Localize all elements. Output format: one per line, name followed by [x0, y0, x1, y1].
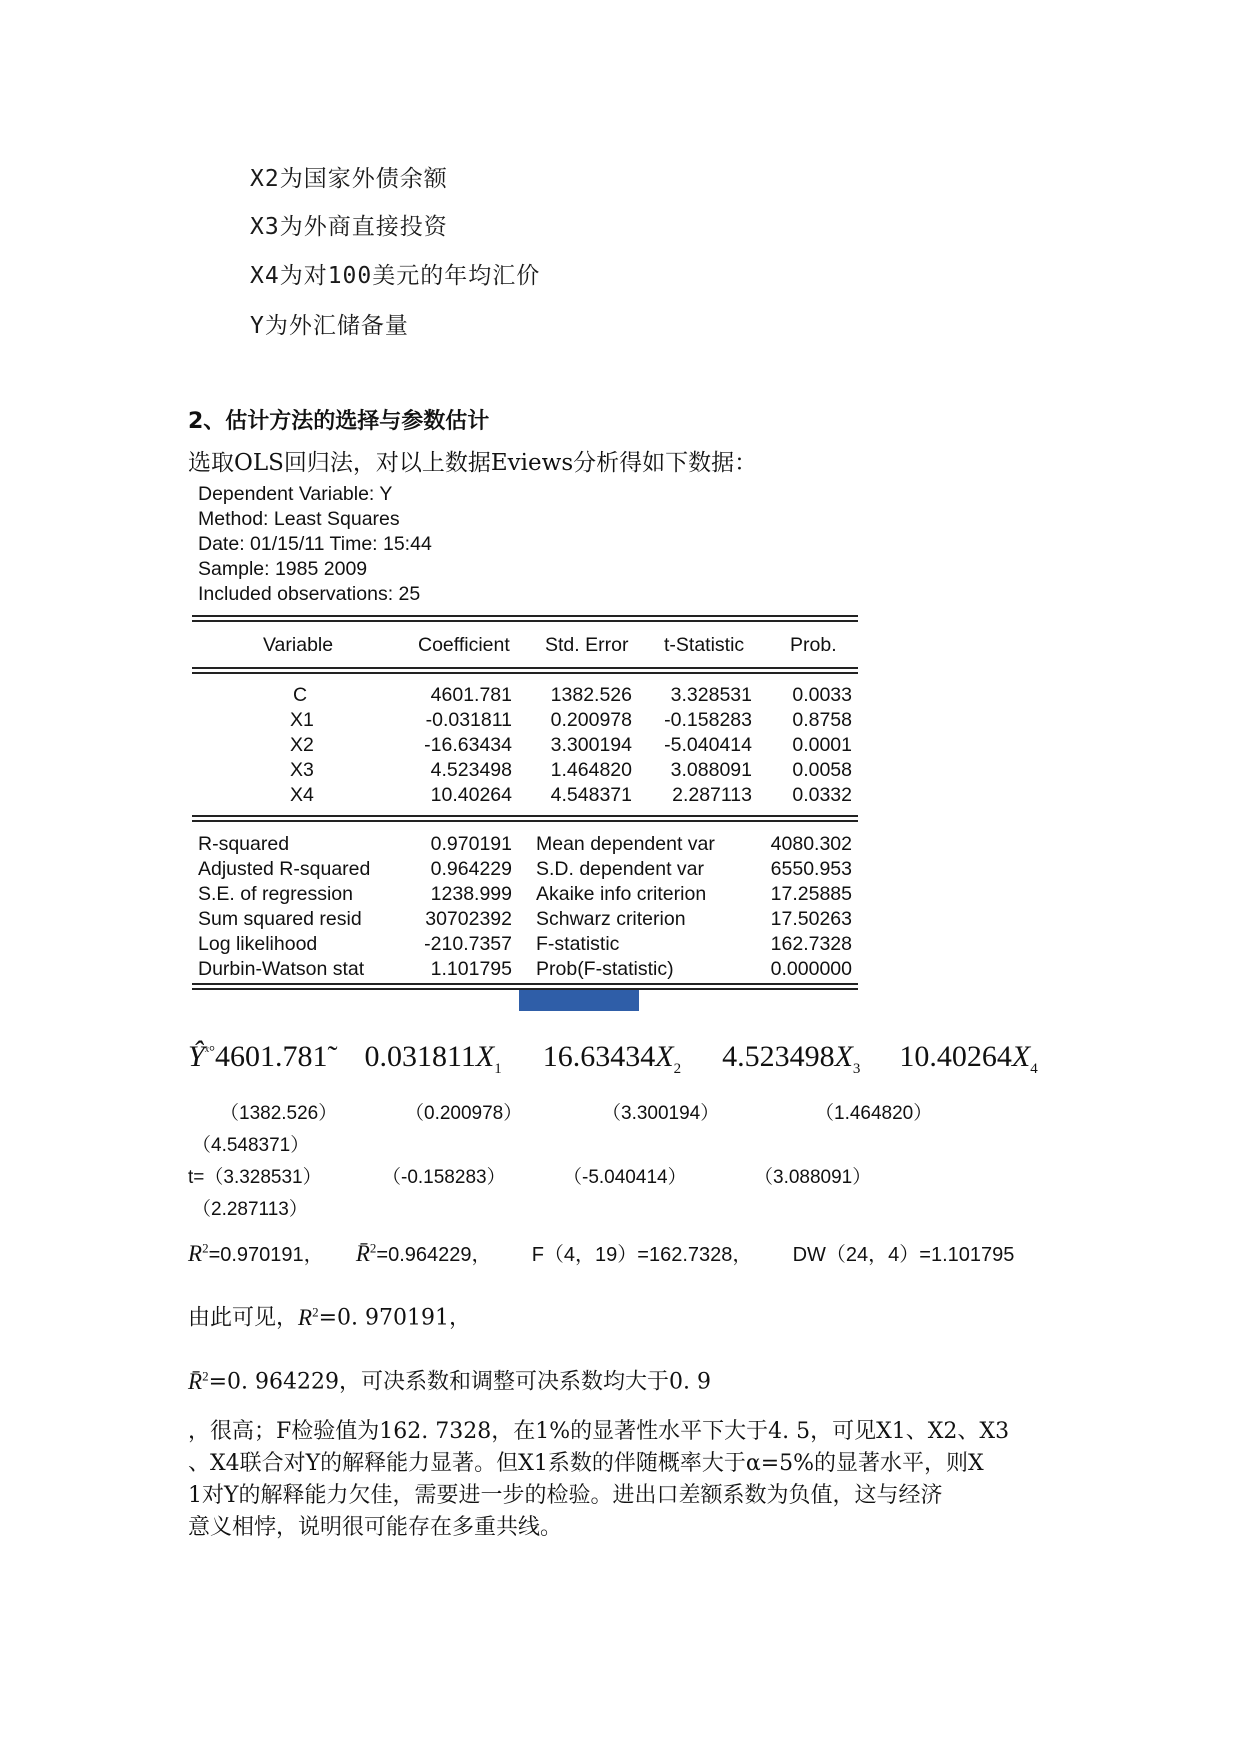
se-value: （3.300194）: [602, 1103, 720, 1124]
cell-t-statistic: 3.328531: [670, 684, 752, 706]
r2-symbol: $R^2$: [188, 1240, 209, 1266]
stat-value: 0.000000: [770, 958, 852, 980]
se-value: （1.464820）: [815, 1103, 933, 1124]
t-value: （3.088091）: [754, 1167, 872, 1188]
stat-label: Mean dependent var: [536, 833, 715, 855]
equation-glyph-artifact: ˣ°: [204, 1044, 216, 1060]
cell-std-error: 3.300194: [550, 734, 632, 756]
stat-value: 1238.999: [430, 883, 512, 905]
cell-coefficient: 4.523498: [430, 759, 512, 781]
cell-t-statistic: 2.287113: [672, 784, 752, 806]
cell-variable: X1: [290, 709, 314, 731]
cell-std-error: 1.464820: [550, 759, 632, 781]
sub-2: 2: [673, 1061, 682, 1077]
stat-label: Schwarz criterion: [536, 908, 686, 930]
col-header-coefficient: Coefficient: [418, 634, 510, 656]
stat-label: Akaike info criterion: [536, 883, 707, 905]
cell-prob: 0.0332: [792, 784, 852, 806]
table-rule: [192, 820, 858, 822]
stat-value: -210.7357: [424, 933, 512, 955]
table-rule: [192, 667, 858, 669]
col-header-variable: Variable: [263, 634, 334, 656]
stat-value: 1.101795: [430, 958, 512, 980]
t-value: （-5.040414）: [563, 1167, 687, 1188]
col-header-t-statistic: t-Statistic: [664, 634, 745, 656]
sub-4: 4: [1030, 1061, 1038, 1077]
var-x: X: [655, 1040, 674, 1073]
dw-stat: DW（24，4）=1.101795: [792, 1244, 1015, 1266]
stat-value: 17.50263: [770, 908, 852, 930]
sub-1: 1: [494, 1061, 502, 1077]
cell-prob: 0.0001: [792, 734, 852, 756]
cell-t-statistic: 3.088091: [670, 759, 752, 781]
stat-label: S.D. dependent var: [536, 858, 705, 880]
stat-label: Durbin-Watson stat: [198, 958, 365, 980]
cell-coefficient: 10.40264: [430, 784, 512, 806]
cell-variable: X4: [290, 784, 314, 806]
cell-std-error: 0.200978: [550, 709, 632, 731]
t-value: （-0.158283）: [382, 1167, 506, 1188]
table-rule: [192, 672, 858, 674]
conclusion-line-1: 由此可见，$R^2=0$. 970191，: [188, 1304, 471, 1331]
cell-variable: X2: [290, 734, 314, 756]
t-value: t=（3.328531）: [188, 1167, 322, 1188]
coef-b4: 10.40264: [899, 1040, 1012, 1073]
paragraph-line: 1对Y的解释能力欠佳，需要进一步的检验。进出口差额系数为负值，这与经济: [188, 1483, 943, 1508]
eviews-header-line: Date: 01/15/11 Time: 15:44: [198, 533, 432, 555]
selection-highlight: [519, 990, 639, 1011]
coef-b2: 16.63434: [542, 1040, 656, 1073]
stat-label: R-squared: [198, 833, 290, 855]
cell-t-statistic: -0.158283: [664, 709, 752, 731]
stat-value: 0.970191: [430, 833, 512, 855]
cell-variable: X3: [290, 759, 314, 781]
t-value: （2.287113）: [192, 1199, 308, 1220]
eviews-header-line: Sample: 1985 2009: [198, 558, 368, 580]
table-rule: [192, 620, 858, 622]
table-rule: [192, 983, 858, 985]
variable-def-x3: X3为外商直接投资: [250, 214, 448, 240]
paragraph-line: 意义相悖，说明很可能存在多重共线。: [188, 1515, 563, 1540]
sub-3: 3: [852, 1061, 861, 1077]
coef-b1: 0.031811: [364, 1040, 476, 1073]
se-value: （0.200978）: [405, 1103, 523, 1124]
cell-coefficient: -16.63434: [424, 734, 512, 756]
eviews-header-line: Included observations: 25: [198, 583, 421, 605]
conclusion-line-2: R̄$^2$=0. 964229，可决系数和调整可决系数均大于0. 9: [188, 1368, 711, 1395]
stat-label: Sum squared resid: [198, 908, 362, 930]
regression-equation: [188, 1040, 1038, 1078]
stat-value: 162.7328: [770, 933, 852, 955]
r2-value: =0.970191，: [208, 1244, 324, 1266]
table-rule: [192, 815, 858, 817]
cell-coefficient: 4601.781: [430, 684, 512, 706]
variable-def-y: Y为外汇储备量: [250, 313, 409, 339]
se-value: （4.548371）: [192, 1135, 310, 1156]
conclusion-paragraph: [188, 1416, 1009, 1544]
col-header-std-error: Std. Error: [545, 634, 629, 656]
adj-r2-value: =0.964229，: [376, 1244, 492, 1266]
cell-t-statistic: -5.040414: [664, 734, 752, 756]
cell-coefficient: -0.031811: [425, 709, 512, 731]
cell-variable: C: [292, 684, 308, 706]
adj-r2-symbol: R̄$^2$: [188, 1368, 209, 1394]
adj-r2-symbol: R̄$^2$: [355, 1240, 377, 1266]
cell-prob: 0.0058: [792, 759, 852, 781]
table-rule: [192, 615, 858, 617]
f-stat: F（4，19）=162.7328，: [531, 1244, 753, 1266]
stat-label: Log likelihood: [198, 933, 318, 955]
variable-def-x2: X2为国家外债余额: [250, 166, 448, 192]
var-x: X: [475, 1040, 495, 1073]
stat-value: 4080.302: [770, 833, 852, 855]
eviews-header-line: Method: Least Squares: [198, 508, 400, 530]
stat-label: Adjusted R-squared: [198, 858, 371, 880]
stat-value: 30702392: [425, 908, 512, 930]
r2-symbol: $R^2$: [298, 1304, 319, 1330]
section-heading: 2、估计方法的选择与参数估计: [188, 409, 490, 434]
cell-prob: 0.0033: [792, 684, 852, 706]
stat-label: F-statistic: [536, 933, 620, 955]
intro-text: 选取OLS回归法，对以上数据Eviews分析得如下数据：: [188, 450, 758, 476]
var-x: X: [1011, 1040, 1031, 1073]
intercept: 4601.781̃: [215, 1040, 328, 1073]
se-value: （1382.526）: [220, 1103, 338, 1124]
var-x: X: [834, 1040, 853, 1073]
stat-value: 0.964229: [430, 858, 512, 880]
fit-stats-line: [188, 1238, 1014, 1267]
cell-std-error: 1382.526: [550, 684, 632, 706]
paragraph-line: ，很高；F检验值为162. 7328，在1%的显著性水平下大于4. 5，可见X1、X2、X3: [188, 1419, 1010, 1444]
stat-value: 6550.953: [770, 858, 852, 880]
eviews-header-line: Dependent Variable: Y: [198, 483, 393, 505]
stat-value: 17.25885: [770, 883, 852, 905]
coef-b3: 4.523498: [722, 1040, 835, 1073]
stat-label: S.E. of regression: [198, 883, 353, 905]
stat-label: Prob(F-statistic): [536, 958, 674, 980]
cell-prob: 0.8758: [792, 709, 852, 731]
col-header-prob: Prob.: [790, 634, 837, 656]
cell-std-error: 4.548371: [550, 784, 632, 806]
paragraph-line: 、X4联合对Y的解释能力显著。但X1系数的伴随概率大于α=5%的显著水平，则X: [188, 1451, 984, 1476]
variable-def-x4: X4为对100美元的年均汇价: [250, 263, 541, 289]
y-hat-symbol: Ŷ: [188, 1040, 205, 1073]
